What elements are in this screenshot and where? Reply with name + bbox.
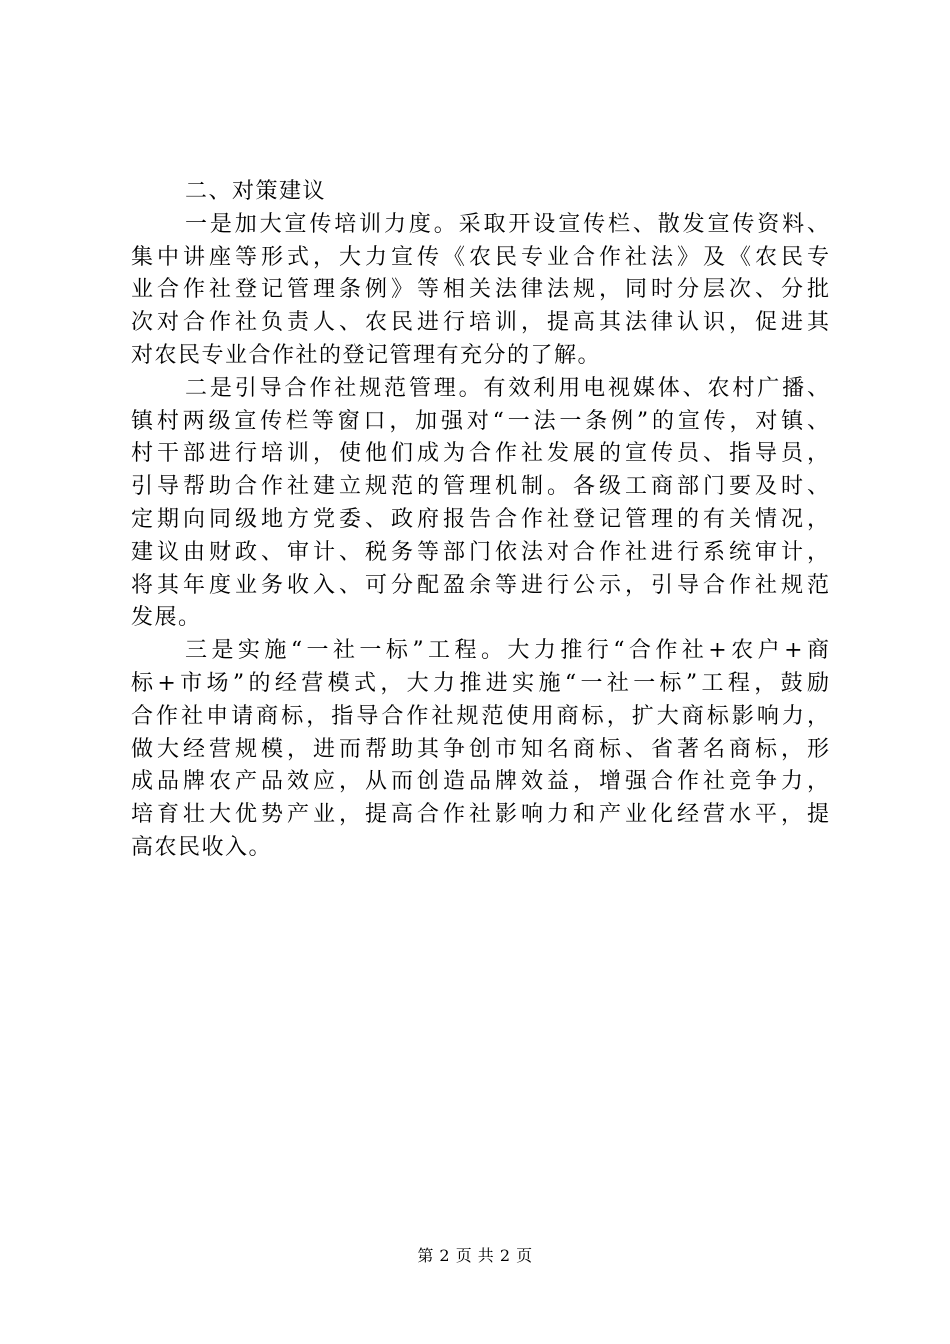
paragraph-line: 标+市场”的经营模式，大力推进实施“一社一标”工程，鼓励	[131, 670, 829, 696]
paragraph-line: 镇村两级宣传栏等窗口，加强对“一法一条例”的宣传，对镇、	[131, 408, 829, 434]
section-heading: 二、对策建议	[185, 179, 327, 204]
paragraph-line: 业合作社登记管理条例》等相关法律法规，同时分层次、分批	[131, 277, 829, 303]
page-footer: 第 2 页 共 2 页	[417, 1246, 533, 1265]
paragraph-line: 村干部进行培训，使他们成为合作社发展的宣传员、指导员，	[131, 441, 829, 467]
paragraph-line: 集中讲座等形式，大力宣传《农民专业合作社法》及《农民专	[131, 244, 829, 270]
paragraph-line: 将其年度业务收入、可分配盈余等进行公示，引导合作社规范	[131, 572, 829, 598]
paragraph-line: 二是引导合作社规范管理。有效利用电视媒体、农村广播、	[185, 375, 829, 401]
paragraph-line: 引导帮助合作社建立规范的管理机制。各级工商部门要及时、	[131, 474, 829, 500]
paragraph-line: 定期向同级地方党委、政府报告合作社登记管理的有关情况，	[131, 506, 829, 532]
paragraph-line: 三是实施“一社一标”工程。大力推行“合作社+农户+商	[185, 638, 829, 664]
paragraph-line: 发展。	[131, 605, 202, 631]
paragraph-line: 一是加大宣传培训力度。采取开设宣传栏、散发宣传资料、	[185, 211, 829, 237]
paragraph-line: 成品牌农产品效应，从而创造品牌效益，增强合作社竞争力，	[131, 769, 829, 795]
paragraph-line: 建议由财政、审计、税务等部门依法对合作社进行系统审计，	[131, 539, 829, 565]
paragraph-line: 次对合作社负责人、农民进行培训，提高其法律认识，促进其	[131, 310, 829, 336]
paragraph-line: 培育壮大优势产业，提高合作社影响力和产业化经营水平，提	[131, 802, 829, 828]
paragraph-line: 合作社申请商标，指导合作社规范使用商标，扩大商标影响力，	[131, 703, 829, 729]
paragraph-line: 对农民专业合作社的登记管理有充分的了解。	[131, 342, 602, 368]
paragraph-line: 高农民收入。	[131, 834, 273, 860]
document-body	[131, 176, 829, 865]
paragraph-line: 做大经营规模，进而帮助其争创市知名商标、省著名商标，形	[131, 736, 829, 762]
